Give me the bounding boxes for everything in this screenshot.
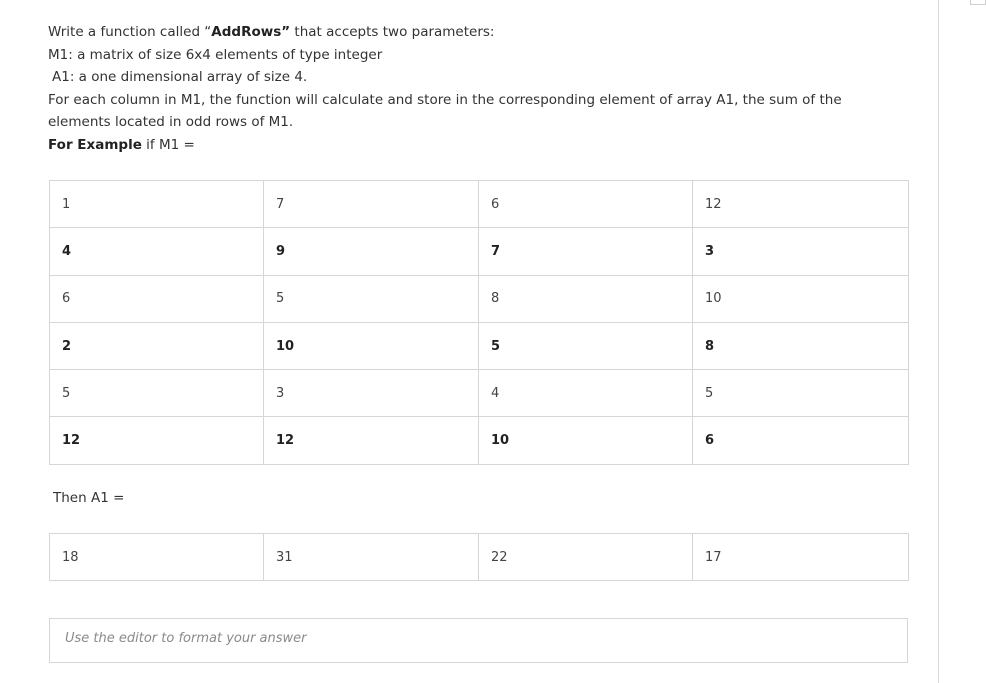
m1-cell: 5: [50, 370, 264, 417]
m1-cell: 5: [693, 370, 909, 417]
m1-matrix-table: [49, 180, 909, 465]
table-row: [50, 275, 909, 322]
answer-editor[interactable]: [49, 618, 908, 663]
example-label: For Example: [48, 136, 142, 153]
a1-cell: 18: [50, 534, 264, 581]
table-row: [50, 417, 909, 464]
table-row: [50, 322, 909, 369]
m1-cell: 12: [693, 181, 909, 228]
m1-cell: 8: [479, 275, 693, 322]
m1-cell: 6: [479, 181, 693, 228]
m1-cell: 10: [693, 275, 909, 322]
m1-cell: 10: [479, 417, 693, 464]
then-a1-label: Then A1 =: [53, 490, 125, 506]
page-divider: [938, 0, 939, 683]
m1-cell: 9: [264, 228, 479, 275]
table-row: [50, 534, 909, 581]
question-text: [48, 21, 908, 156]
m1-cell: 5: [479, 322, 693, 369]
m1-cell: 8: [693, 322, 909, 369]
m1-cell: 6: [693, 417, 909, 464]
m1-cell: 7: [264, 181, 479, 228]
table-row: [50, 370, 909, 417]
question-line-4: For each column in M1, the function will calculate and store in the corresponding element of array A1, the sum of the elements located in odd rows of M1.: [48, 91, 842, 130]
m1-cell: 12: [264, 417, 479, 464]
m1-cell: 10: [264, 322, 479, 369]
question-line-1-prefix: Write a function called “: [48, 24, 212, 40]
a1-array-table: [49, 533, 909, 581]
m1-cell: 6: [50, 275, 264, 322]
m1-cell: 7: [479, 228, 693, 275]
question-line-1: [48, 21, 908, 44]
m1-cell: 12: [50, 417, 264, 464]
a1-cell: 22: [479, 534, 693, 581]
question-line-1-suffix: that accepts two parameters:: [290, 24, 495, 40]
table-row: [50, 228, 909, 275]
example-rest: if M1 =: [141, 136, 195, 153]
function-name: AddRows”: [211, 24, 291, 40]
m1-cell: 5: [264, 275, 479, 322]
example-line: [48, 134, 908, 157]
m1-cell: 4: [479, 370, 693, 417]
m1-cell: 2: [50, 322, 264, 369]
a1-cell: 31: [264, 534, 479, 581]
m1-cell: 1: [50, 181, 264, 228]
a1-cell: 17: [693, 534, 909, 581]
question-line-3: A1: a one dimensional array of size 4.: [52, 69, 308, 85]
table-row: [50, 181, 909, 228]
m1-cell: 4: [50, 228, 264, 275]
m1-cell: 3: [693, 228, 909, 275]
question-line-2: M1: a matrix of size 6x4 elements of type integer: [48, 46, 383, 63]
answer-placeholder: Use the editor to format your answer: [65, 631, 307, 646]
m1-cell: 3: [264, 370, 479, 417]
scroll-corner: [970, 0, 986, 5]
